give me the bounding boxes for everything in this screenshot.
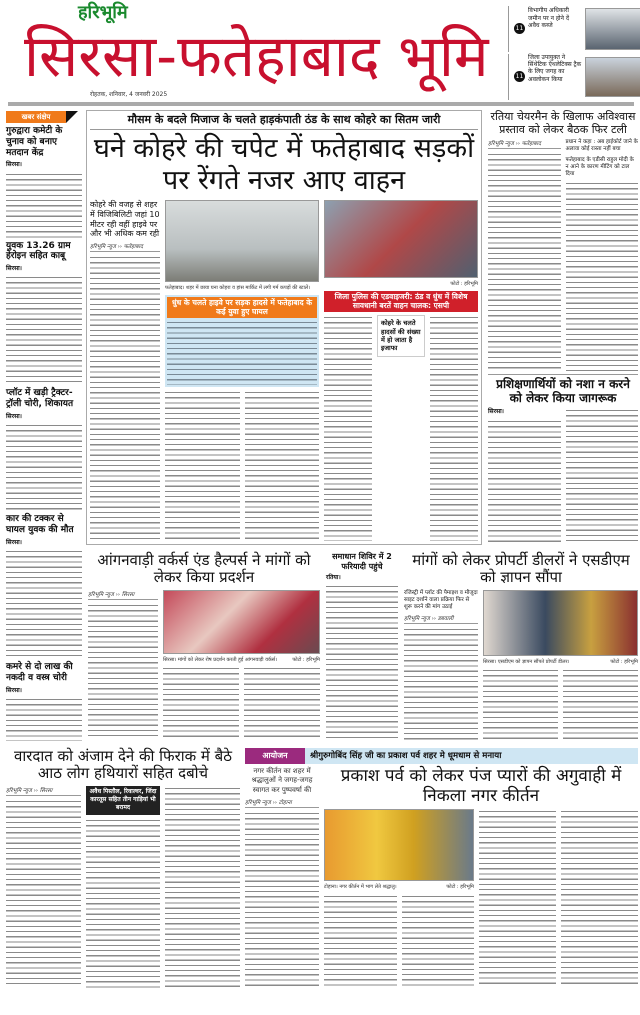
lead-body-col3 <box>245 390 320 541</box>
brief-headline: कमरे से दो लाख की नकदी व वस्त्र चोरी <box>6 662 73 683</box>
property-caption: सिरसा। एसडीएम को ज्ञापन सौंपते प्रोपर्टी डीलर। <box>483 658 570 665</box>
right-column <box>488 111 638 545</box>
sub2-headline: जिला पुलिस की एडवाइजरी: ठंड व धुंध में विशेष सावधानी बरतें वाहन चालक: एसपी <box>324 291 478 312</box>
teaser[interactable] <box>508 6 640 52</box>
ratia-headline: रतिया चेयरमैन के खिलाफ अविश्वास प्रस्ताव को लेकर बैठक फिर टली <box>490 110 636 136</box>
event-credit: फोटो : हरिभूमि <box>446 884 474 891</box>
brief-body <box>6 697 82 741</box>
teaser[interactable] <box>508 54 640 100</box>
sub2-pullquote <box>377 315 425 357</box>
ratia-byline: हरिभूमि न्यूज ›› फतेहाबाद <box>488 139 561 149</box>
anganwadi-story <box>88 552 320 740</box>
arrest-body <box>165 786 240 989</box>
divider <box>488 374 638 375</box>
drugs-body <box>488 419 561 546</box>
event-deck: नगर कीर्तन का शहर में श्रद्धालुओं ने जगह-जगह स्वागत कर पुष्पवर्षा की <box>251 767 313 794</box>
event-body <box>561 809 638 988</box>
brief-dateline: सिरसा। <box>6 538 22 546</box>
lead-deck: कोहरे की वजह से शहर में विजिबिलिटी जहां 10 मीटर रही वहीं हाइवे पर और भी अधिक कम रही <box>90 200 160 239</box>
event-photo <box>324 809 474 881</box>
ratia-body <box>488 152 561 370</box>
brief-headline: प्लॉट में खड़ी ट्रैक्टर-ट्रॉली चोरी, शिकायत <box>6 388 74 410</box>
samadhan-body <box>326 584 398 740</box>
anganwadi-body <box>88 603 158 741</box>
brief-column <box>6 111 82 741</box>
anganwadi-body <box>244 666 320 740</box>
brief-body <box>6 549 82 659</box>
property-headline: मांगों को लेकर प्रोपर्टी डीलरों ने एसडीएम को ज्ञापन सौंपा <box>412 551 630 587</box>
page-badge: 11 <box>515 25 524 32</box>
drugs-body <box>566 408 639 545</box>
lead-byline: हरिभूमि न्यूज ›› फतेहाबाद <box>90 242 160 252</box>
teaser-photo <box>585 8 640 50</box>
event-body <box>324 894 397 988</box>
arrest-body <box>6 799 81 989</box>
bullet-item: प्रधान ने कहा : अब हाईकोर्ट जाने के अलावा कोई रास्ता नहीं बचा <box>565 139 638 153</box>
masthead-title: सिरसा-फतेहाबाद भूमि <box>24 22 489 90</box>
brief-dateline: सिरसा। <box>6 686 22 694</box>
bullet-item: फतेहाबाद के एडीसी राहुल मोदी के न आने के कारण मीटिंग को टाल दिया <box>565 156 634 177</box>
event-banner-text: श्रीगुरुगोबिंद सिंह जी का प्रकाश पर्व शहर मे धूमधाम से मनाया <box>310 751 502 761</box>
property-story <box>404 552 638 740</box>
page-badge: 11 <box>515 73 524 80</box>
event-story <box>245 748 638 988</box>
sub1-headline: धुंध के चलते हाइवे पर सड़क हादसे में फतेहाबाद के कई युवा हुए घायल <box>167 297 317 318</box>
masthead-rule <box>8 102 634 106</box>
event-caption: टोहाना। नगर कीर्तन में भाग लेते श्रद्धालु। <box>324 884 397 891</box>
teaser-text: विभागीय अधिकारी जमीन पर न होने दें अवैध कब्जे <box>528 7 570 29</box>
arrest-highlight-box: अवैध पिस्तौल, रिवाल्वर, जिंदा कारतूस सहित तीन गाड़ियां भी बरामद <box>86 786 161 815</box>
arrest-headline: वारदात को अंजाम देने की फिराक में बैठे आठ लोग हथियारों सहित दबोचे <box>14 747 232 783</box>
property-photo <box>483 590 638 656</box>
brief-body <box>6 275 82 385</box>
event-body <box>402 894 475 988</box>
brief-body <box>6 423 82 511</box>
property-body <box>483 668 558 740</box>
teaser-text: जिला उपायुक्त ने सिंथेटिक ऐथलेटिक्स ट्रैक के लिए जगह का अवलोकन किया <box>528 54 582 83</box>
lead-photo-fog <box>165 200 319 282</box>
drugs-dateline: सिरसा। <box>488 408 504 416</box>
event-label: आयोजन <box>245 748 305 764</box>
brief-headline: कार की टक्कर से घायल युवक की मौत <box>6 514 74 536</box>
sub2-body <box>324 315 372 541</box>
lead-photo-credit: फोटो : हरिभूमि <box>450 281 478 288</box>
brief-dateline: सिरसा। <box>6 265 22 273</box>
anganwadi-byline: हरिभूमि न्यूज ›› सिरसा <box>88 590 158 600</box>
samadhan-story <box>326 552 398 740</box>
lead-kicker: मौसम के बदले मिजाज के चलते हाड़कंपाती ठंड के साथ कोहरे का सितम जारी <box>90 114 478 130</box>
brief-dateline: सिरसा। <box>6 413 22 421</box>
samadhan-headline: समाधान शिविर में 2 फरियादी पहुंचे <box>332 552 392 571</box>
lead-photo-market <box>324 200 478 278</box>
lead-story <box>86 110 482 545</box>
sub2-body <box>430 315 478 541</box>
event-byline: हरिभूमि न्यूज ›› टोहाना <box>245 798 319 808</box>
brief-label: खबर संक्षेप <box>6 111 66 123</box>
sub1-body <box>167 320 317 385</box>
brand-logo: हरिभूमि <box>78 2 128 23</box>
samadhan-dateline: रतिया। <box>326 574 341 582</box>
brief-dateline: सिरसा। <box>6 161 22 169</box>
brief-label-flag <box>66 111 78 123</box>
dateline: रोहतक, शनिवार, 4 जनवरी 2025 <box>90 91 168 98</box>
ratia-body <box>566 181 639 371</box>
brief-body <box>6 172 82 238</box>
ratia-bullets <box>566 139 639 178</box>
property-body <box>404 627 478 740</box>
lead-photo-caption: फतेहाबाद। शहर में छाया घना कोहरा व हांस मार्किट में लगी गर्म कपड़ों की स्टालें। <box>165 285 311 292</box>
event-banner <box>245 748 638 764</box>
brief-headline: गुरुद्वारा कमेटी के चुनाव को बनाए मतदान केंद्र <box>6 126 63 158</box>
event-body <box>245 811 319 988</box>
arrest-body <box>86 818 161 988</box>
property-byline: हरिभूमि न्यूज ›› डबवाली <box>404 614 478 624</box>
event-body <box>479 809 556 988</box>
arrest-byline: हरिभूमि न्यूज ›› सिरसा <box>6 786 81 796</box>
brief-headline: युवक 13.26 ग्राम हेरोइन सहित काबू <box>6 240 71 262</box>
pullquote-text: कोहरे के चलते हादसों की संख्या में हो जाता है इजाफा <box>381 319 421 353</box>
anganwadi-credit: फोटो : हरिभूमि <box>292 656 320 663</box>
teaser-photo <box>585 57 640 97</box>
property-body <box>563 668 638 740</box>
anganwadi-body <box>163 666 239 740</box>
arrest-story <box>6 748 240 988</box>
lead-headline: घने कोहरे की चपेट में फतेहाबाद सड़कों पर रेंगते नजर आए वाहन <box>93 132 475 197</box>
lead-body-col2 <box>165 390 240 541</box>
drugs-headline: प्रशिक्षणार्थियों को नशा न करने को लेकर किया जागरूक <box>496 376 630 405</box>
property-bullet: रजिस्ट्री में प्लॉट की पैमाइश व मौजूदा साइट दर्शाने वाला प्रक्रिया फिर से शुरू करने की मांग उठाई <box>404 589 478 610</box>
event-headline: प्रकाश पर्व को लेकर पंज प्यारों की अगुवाही में निकला नगर कीर्तन <box>340 766 622 806</box>
anganwadi-photo <box>163 590 320 654</box>
property-credit: फोटो : हरिभूमि <box>610 658 638 665</box>
lead-body <box>90 255 160 541</box>
anganwadi-caption: सिरसा। मांगों को लेकर रोष प्रदर्शन करती हुई आंगनवाड़ी वर्कर्स। <box>163 656 278 663</box>
anganwadi-headline: आंगनवाड़ी वर्कर्स एंड हैल्पर्स ने मांगों को लेकर किया प्रदर्शन <box>97 551 311 587</box>
